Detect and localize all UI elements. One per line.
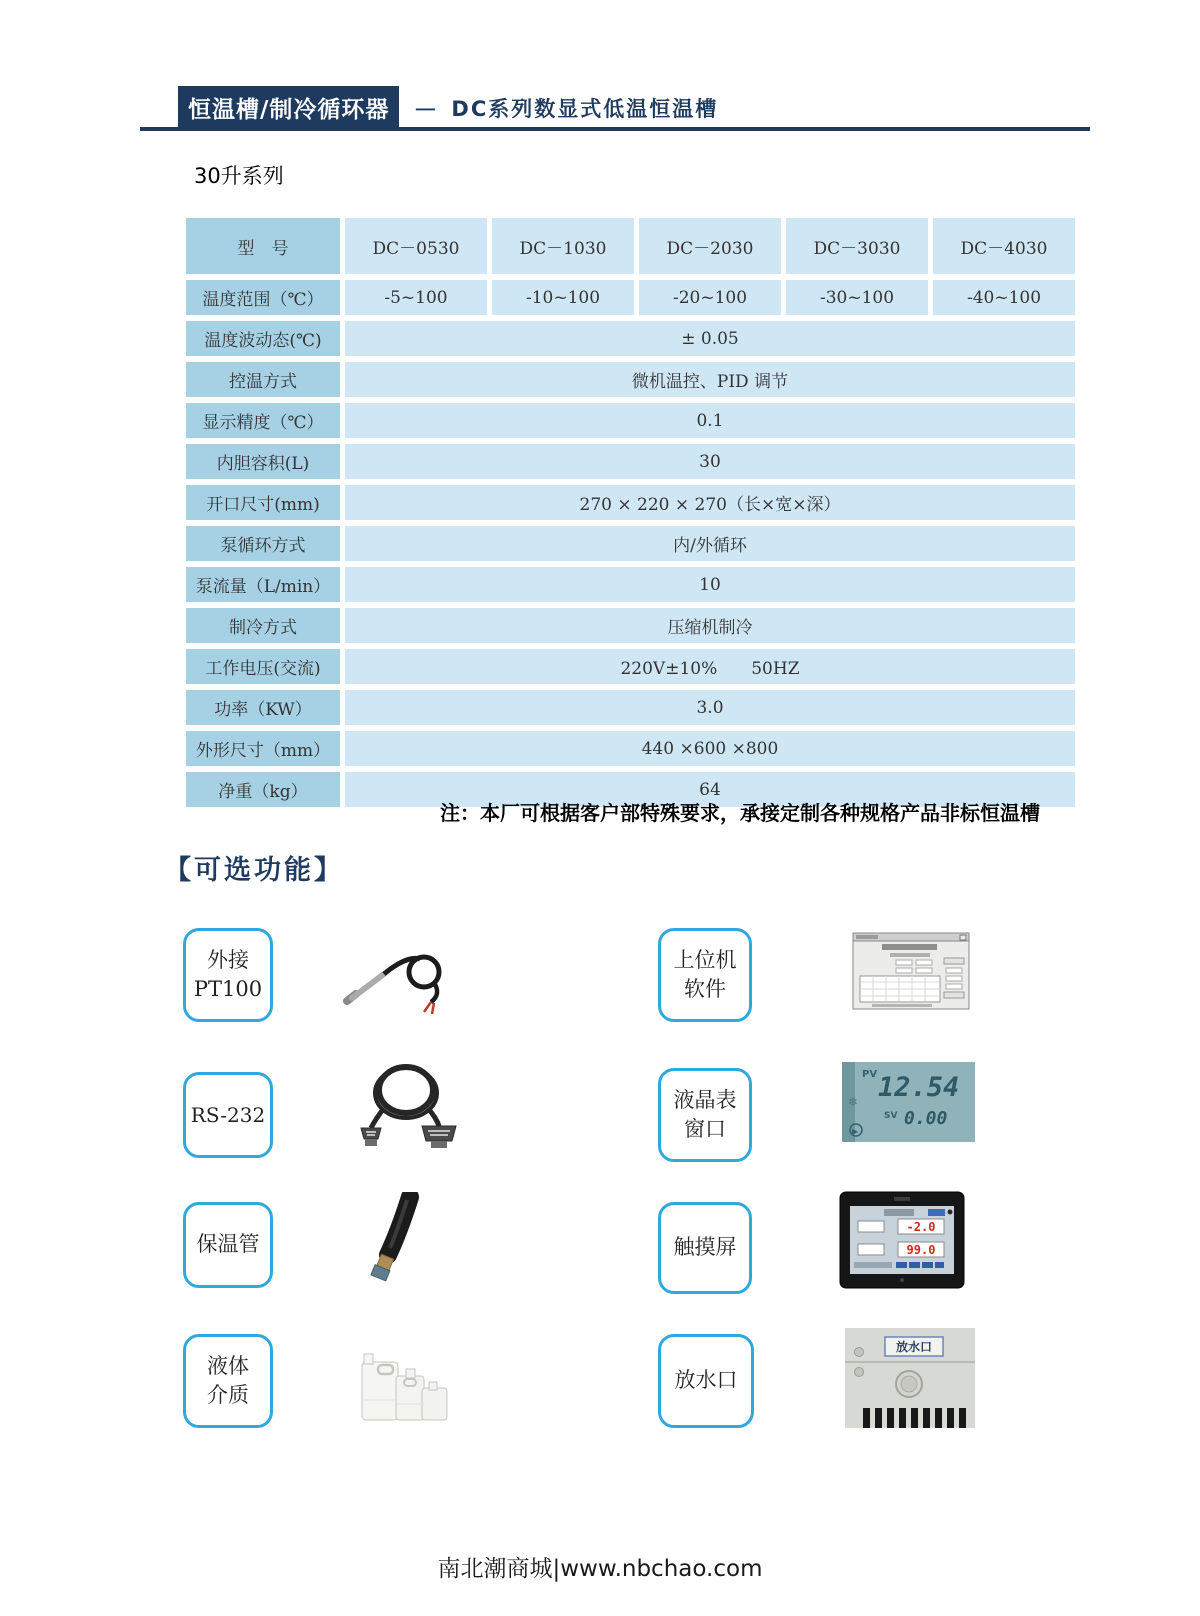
spec-label: 制冷方式: [186, 608, 340, 643]
option-label-line: 软件: [684, 977, 726, 1001]
option-badge-pc-software: [658, 928, 752, 1022]
spec-value: -5~100: [345, 280, 487, 315]
snowflake-icon: ❄: [848, 1095, 859, 1109]
table-row: [186, 731, 1075, 766]
spec-label: 内胆容积(L): [186, 444, 340, 479]
table-row: [186, 280, 1075, 315]
model-cell: DC－1030: [492, 218, 634, 274]
spec-value: -10~100: [492, 280, 634, 315]
series-title: 30升系列: [194, 164, 284, 188]
spec-value: 微机温控、PID 调节: [345, 362, 1075, 397]
spec-value: 0.1: [345, 403, 1075, 438]
spec-value: 440 ×600 ×800: [345, 731, 1075, 766]
option-badge-insulated-tube: [183, 1202, 273, 1288]
spec-label: 控温方式: [186, 362, 340, 397]
spec-table: [181, 212, 1080, 813]
spec-label: 开口尺寸(mm): [186, 485, 340, 520]
option-badge-touchscreen: [658, 1202, 752, 1294]
spec-label: 泵循环方式: [186, 526, 340, 561]
spec-value: 10: [345, 567, 1075, 602]
model-header-cell: 型 号: [186, 218, 340, 274]
spec-value: 220V±10% 50HZ: [345, 649, 1075, 684]
option-badge-lcd-window: [658, 1068, 752, 1162]
spec-value: 压缩机制冷: [345, 608, 1075, 643]
category-badge: 恒温槽/制冷循环器: [178, 86, 399, 129]
spec-value: -40~100: [933, 280, 1075, 315]
drain-port-label: 放水口: [895, 1340, 933, 1354]
table-header-row: [186, 218, 1075, 274]
table-row: [186, 526, 1075, 561]
lcd-sv-label: SV: [884, 1111, 898, 1121]
page-title: DC系列数显式低温恒温槽: [451, 96, 719, 121]
option-badge-drain-port: [658, 1334, 754, 1428]
option-label-line: RS-232: [190, 1103, 266, 1127]
spec-value: 64: [345, 772, 1075, 807]
spec-label: 温度范围（℃）: [186, 280, 340, 315]
header-divider: [140, 127, 1090, 131]
spec-label: 功率（KW）: [186, 690, 340, 725]
option-badge-rs232: [183, 1072, 273, 1158]
table-row: [186, 444, 1075, 479]
model-cell: DC－2030: [639, 218, 781, 274]
spec-value: -30~100: [786, 280, 928, 315]
model-cell: DC－3030: [786, 218, 928, 274]
pt100-probe-photo: [338, 938, 460, 1016]
pc-software-photo: [852, 932, 970, 1010]
option-label-line: 窗口: [684, 1117, 726, 1141]
spec-label: 外形尺寸（mm）: [186, 731, 340, 766]
page-header: [178, 86, 718, 129]
rs232-cable-photo: [350, 1056, 462, 1153]
model-cell: DC－4030: [933, 218, 1075, 274]
table-row: [186, 362, 1075, 397]
table-row: [186, 608, 1075, 643]
custom-order-note: 注：本厂可根据客户部特殊要求，承接定制各种规格产品非标恒温槽: [440, 801, 1040, 825]
lcd-display-photo: [842, 1062, 975, 1142]
touchscreen-value-2: 99.0: [906, 1243, 936, 1257]
option-label-line: 外接: [207, 947, 249, 972]
spec-label: 工作电压(交流): [186, 649, 340, 684]
spec-label: 净重（kg）: [186, 772, 340, 807]
table-row: [186, 690, 1075, 725]
table-row: [186, 485, 1075, 520]
option-label-line: 放水口: [674, 1368, 738, 1393]
table-row: [186, 567, 1075, 602]
lcd-sv-value: 0.00: [904, 1108, 948, 1129]
spec-value: 3.0: [345, 690, 1075, 725]
site-footer: 南北潮商城|www.nbchao.com: [437, 1556, 763, 1582]
play-icon-glyph: ▶: [852, 1127, 859, 1136]
option-badge-liquid-medium: [183, 1334, 273, 1428]
option-label-line: 液晶表: [673, 1087, 737, 1112]
option-label-line: 保温管: [196, 1232, 260, 1257]
table-row: [186, 649, 1075, 684]
table-row: [186, 321, 1075, 356]
liquid-medium-photo: [350, 1342, 455, 1427]
spec-value: ± 0.05: [345, 321, 1075, 356]
option-label-line: 液体: [207, 1353, 249, 1378]
spec-value: 30: [345, 444, 1075, 479]
touchscreen-photo: [838, 1190, 966, 1290]
model-cell: DC－0530: [345, 218, 487, 274]
option-label-line: 上位机: [673, 947, 737, 972]
option-badge-pt100: [183, 928, 273, 1022]
spec-label: 泵流量（L/min）: [186, 567, 340, 602]
spec-label: 温度波动态(℃): [186, 321, 340, 356]
table-row: [186, 403, 1075, 438]
spec-value: -20~100: [639, 280, 781, 315]
option-label-line: PT100: [193, 977, 263, 1001]
touchscreen-value-1: -2.0: [906, 1220, 936, 1234]
drain-port-photo: [845, 1328, 975, 1428]
optional-functions-heading: 【可选功能】: [164, 855, 344, 886]
lcd-pv-label: PV: [862, 1069, 878, 1080]
option-label-line: 介质: [207, 1383, 249, 1407]
insulated-tube-photo: [352, 1192, 428, 1288]
header-dash: －: [413, 96, 438, 124]
option-label-line: 触摸屏: [673, 1235, 737, 1260]
spec-label: 显示精度（℃）: [186, 403, 340, 438]
spec-value: 270 × 220 × 270（长×宽×深）: [345, 485, 1075, 520]
lcd-pv-value: 12.54: [878, 1072, 960, 1103]
spec-value: 内/外循环: [345, 526, 1075, 561]
